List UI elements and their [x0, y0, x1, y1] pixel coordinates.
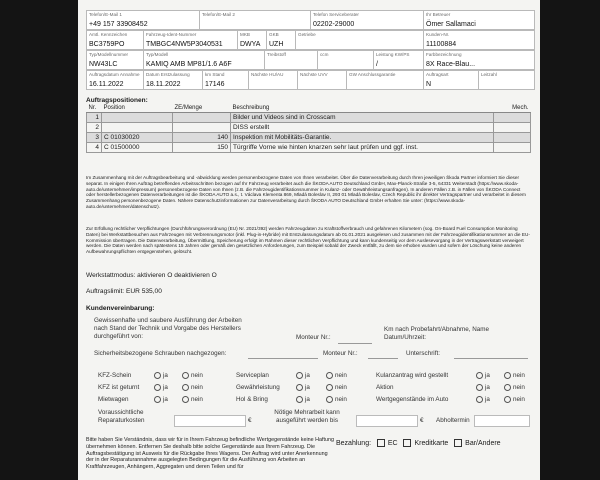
document-page — [78, 0, 540, 480]
field-order-date: Auftragsdatum Annahme 16.11.2022 — [86, 70, 144, 90]
field-vin: Fahrzeug-Ident-Nummer TMBGC4NW5P3040531 — [143, 30, 238, 50]
liability-notice: Bitte haben Sie Verständnis, dass wir für in Ihrem Fahrzeug befindliche Wertgegenstände keine Haftung übernehmen können. Entfernen Sie deshalb bitte solche Gegenstände aus Ihrem Fahrzeug. Die Auftragsbestätigung ist Ausweis für die Rückgabe Ihres Wagens. Der Auftrag wird unter Anerkennung der in der Reparaturannahme ausgelegten Bedingungen für die Ausführung von Arbeiten an Kraftfahrzeugen, Anhängern, Aggregaten und deren Teilen und für — [86, 437, 335, 471]
safety-label: Sicherheitsbezogene Schrauben nachgezogen: — [94, 350, 227, 357]
field-color: Farbbezeichnung 8X Race-Blau... — [423, 50, 535, 70]
field-next-hu: Nächste HU/AU — [248, 70, 298, 90]
payment-ec-checkbox[interactable] — [377, 439, 385, 447]
extra-work-label: Nötige Mehrarbeit kann ausgeführt werden bis — [274, 409, 340, 424]
gewaehrleistung-ja-radio[interactable] — [296, 384, 303, 391]
execution-text: Gewissenhafte und saubere Ausführung der Arbeiten nach Stand der Technik und Vorgabe des Herstellers durchgeführt von: — [94, 317, 242, 340]
col-ze-menge: ZE/Menge — [173, 104, 231, 113]
positions-header-row — [87, 104, 531, 113]
col-nr: Nr. — [87, 104, 102, 113]
field-advisor-phone: Telefon Serviceberater 02202-29000 — [310, 10, 424, 30]
pickup-field[interactable] — [474, 415, 530, 427]
serviceplan-nein-radio[interactable] — [326, 372, 333, 379]
kulanz-ja-radio[interactable] — [476, 372, 483, 379]
aktion-nein-radio[interactable] — [504, 384, 511, 391]
gewaehrleistung-nein-radio[interactable] — [326, 384, 333, 391]
workshop-mode: Werkstattmodus: aktivieren O deaktivieren O — [86, 272, 217, 279]
payment-card-checkbox[interactable] — [403, 439, 411, 447]
mietwagen-ja-radio[interactable] — [154, 396, 161, 403]
checkbox-row-3: Mietwagen ja nein Hol & Bring ja nein Wertgegenstände im Auto ja nein — [98, 396, 525, 404]
payment-row: Bezahlung: EC Kreditkarte Bar/Andere — [336, 439, 501, 447]
field-mileage: km Stand 17146 — [202, 70, 249, 90]
kfz-schein-ja-radio[interactable] — [154, 372, 161, 379]
field-model: Typ/Modell KAMIQ AMB MP81/1.6 A6F — [143, 50, 265, 70]
payment-label: Bezahlung: — [336, 439, 372, 447]
signature-label: Unterschrift: — [406, 350, 440, 357]
field-next-uvv: Nächste UVV — [297, 70, 347, 90]
col-mechanic: Mech. — [494, 104, 531, 113]
field-ccm: ccm — [317, 50, 374, 70]
kfz-schein-nein-radio[interactable] — [182, 372, 189, 379]
table-row: 1 Bilder und Videos sind in Crosscam — [87, 113, 531, 123]
checkbox-row-2: KFZ ist geturnt ja nein Gewährleistung ja nein Aktion ja nein — [98, 384, 525, 392]
testdrive-label: Km nach Probefahrt/Abnahme, Name Datum/Uhrzeit: — [384, 326, 490, 341]
serviceplan-ja-radio[interactable] — [296, 372, 303, 379]
mietwagen-nein-radio[interactable] — [182, 396, 189, 403]
safety-field[interactable] — [248, 348, 318, 359]
field-phone2: Telefon/E-Mail 2 — [199, 10, 311, 30]
pickup-label: Abholtermin — [436, 417, 470, 424]
aktion-ja-radio[interactable] — [476, 384, 483, 391]
agreement-title: Kundenvereinbarung: — [86, 305, 155, 312]
privacy-notice: Im Zusammenhang mit der Auftragsbearbeitung und -abwicklung werden personenbezogene Daten von Ihnen verarbeitet. Über die Datenverarbeitung durch Ihren jeweiligen Škoda Partner informiert Sie dieser separat. In einigen Ihren Auftrag betreffenden Arbeitsschritten bezogen auf Ihr Fahrzeug verarbeitet auch die ŠKODA AUTO Deutschland GmbH, Max-Planck-Straße 3-5, 64331 Weiterstadt (https://www.skoda-auto.de/unternehmen/impressum) personenbezogene Daten von Ihnen (z.B. die Fahrzeugidentifikationsnummer in Kulanz- oder Gewährleistungsanfragen). In anderen Fällen z.B. in Fällen von ŠKODA Connect oder herstellerbezogenen Datenverarbeitungen ist die ŠKODA AUTO a.s., t. Václava Klementa 869, Mladá Boleslav II, 293 01 Mladá Boleslav, Czech Republic ihr direkter Vertragspartner und verarbeitet in diesem Zusammenhang personenbezogene Daten. Nähere Datenschutzinformationen zur Datenverarbeitung durch ŠKODA AUTO Deutschland GmbH erhalten Sie unter: (https://www.skoda-auto.de/unternehmen/datenschutz). — [86, 175, 526, 209]
positions-table — [86, 104, 531, 153]
col-description: Beschreibung — [231, 104, 494, 113]
cost-estimate-field[interactable] — [174, 415, 246, 427]
field-gkb: GKB UZH — [266, 30, 296, 50]
field-warranty: GW Anschlussgarantie — [346, 70, 424, 90]
mechanic2-field[interactable] — [368, 348, 398, 359]
field-phone1: Telefon/E-Mail 1 +49 157 33908452 — [86, 10, 200, 30]
wertgegenstaende-nein-radio[interactable] — [504, 396, 511, 403]
emission-notice: Zur Erfüllung rechtlicher Verpflichtungen (Durchführungsverordnung (EU) Nr. 2021/392) werden Fahrzeugdaten zu Kraftstoffverbrauch und gefahrenen Kilometern (sog. On-Board Fuel Consumption Monitoring Daten) bei Werkstattbesuchen aus Fahrzeugen mit Verbrennungsmotor (inkl. Plug-in-Hybride) mit Erstzulassungsdatum ab 01.01.2021 ausgelesen und zusammen mit der Fahrzeugidentifikationsnummer an die EU-Kommission übertragen. Die Datenverarbeitung, Übermittlung, Speicherung erfolgt im Rahmen dieser rechtlichen Verpflichtung und kann kundenseitig vor dem Auslesevorgang in der Vertragswerkstatt verweigert werden. Die Daten werden nach spätestens 15 Jahren oder gemäß den gesetzlichen Anforderungen, zum Beispiel sobald der Zweck entfällt, zu dem sie erhoben wurden und sofern der Löschung keine anderen Aufbewahrungspflichten entgegenstehen, gelöscht. — [86, 226, 530, 255]
checkbox-row-1: KFZ-Schein ja nein Serviceplan ja nein Kulanzantrag wird gestellt ja nein — [98, 372, 525, 380]
field-first-reg: Datum Erstzulassung 18.11.2022 — [143, 70, 203, 90]
order-limit: Auftragslimit: EUR 535,00 — [86, 288, 162, 295]
mechanic-label: Monteur Nr.: — [296, 334, 331, 341]
field-advisor: Ihr Betreuer Ömer Sallamaci — [423, 10, 535, 30]
wertgegenstaende-ja-radio[interactable] — [476, 396, 483, 403]
field-plate: Amtl. Kennzeichen BC3759PO — [86, 30, 144, 50]
cost-estimate-label: Voraussichtliche Reparaturkosten — [98, 409, 145, 424]
field-customer-no: Kunden-Nr. 11100884 — [423, 30, 535, 50]
execution-row — [86, 317, 530, 347]
kfz-geturnt-nein-radio[interactable] — [182, 384, 189, 391]
field-type-no: Typ/Modellnummer NW43LC — [86, 50, 144, 70]
field-leitzahl: Leitzahl — [478, 70, 535, 90]
field-mkb: MKB DWYA — [237, 30, 267, 50]
field-power: Leistung KW/PS / — [373, 50, 424, 70]
table-row: 3 C 01030020 140 Inspektion mit Mobilitäts-Garantie. — [87, 133, 531, 143]
table-row: 4 C 01500000 150 Türgriffe Vorne wie hinten knarzen sehr laut prüfen und ggf. inst. — [87, 143, 531, 153]
kulanz-nein-radio[interactable] — [504, 372, 511, 379]
payment-cash-checkbox[interactable] — [454, 439, 462, 447]
holbring-ja-radio[interactable] — [296, 396, 303, 403]
mechanic2-label: Monteur Nr.: — [323, 350, 358, 357]
kfz-geturnt-ja-radio[interactable] — [154, 384, 161, 391]
col-position: Position — [102, 104, 173, 113]
field-gearbox: Getriebe — [295, 30, 424, 50]
mechanic-field[interactable] — [338, 333, 372, 344]
field-fuel: Treibstoff — [264, 50, 318, 70]
safety-row — [86, 350, 530, 362]
positions-title: Auftragspositionen: — [86, 97, 148, 104]
holbring-nein-radio[interactable] — [326, 396, 333, 403]
extra-work-field[interactable] — [356, 415, 418, 427]
signature-field[interactable] — [454, 348, 528, 359]
table-row: 2 DISS erstellt — [87, 123, 531, 133]
field-order-type: Auftragsart N — [423, 70, 479, 90]
cost-row: Voraussichtliche Reparaturkosten € Nötige Mehrarbeit kann ausgeführt werden bis € Abholtermin — [86, 409, 530, 429]
